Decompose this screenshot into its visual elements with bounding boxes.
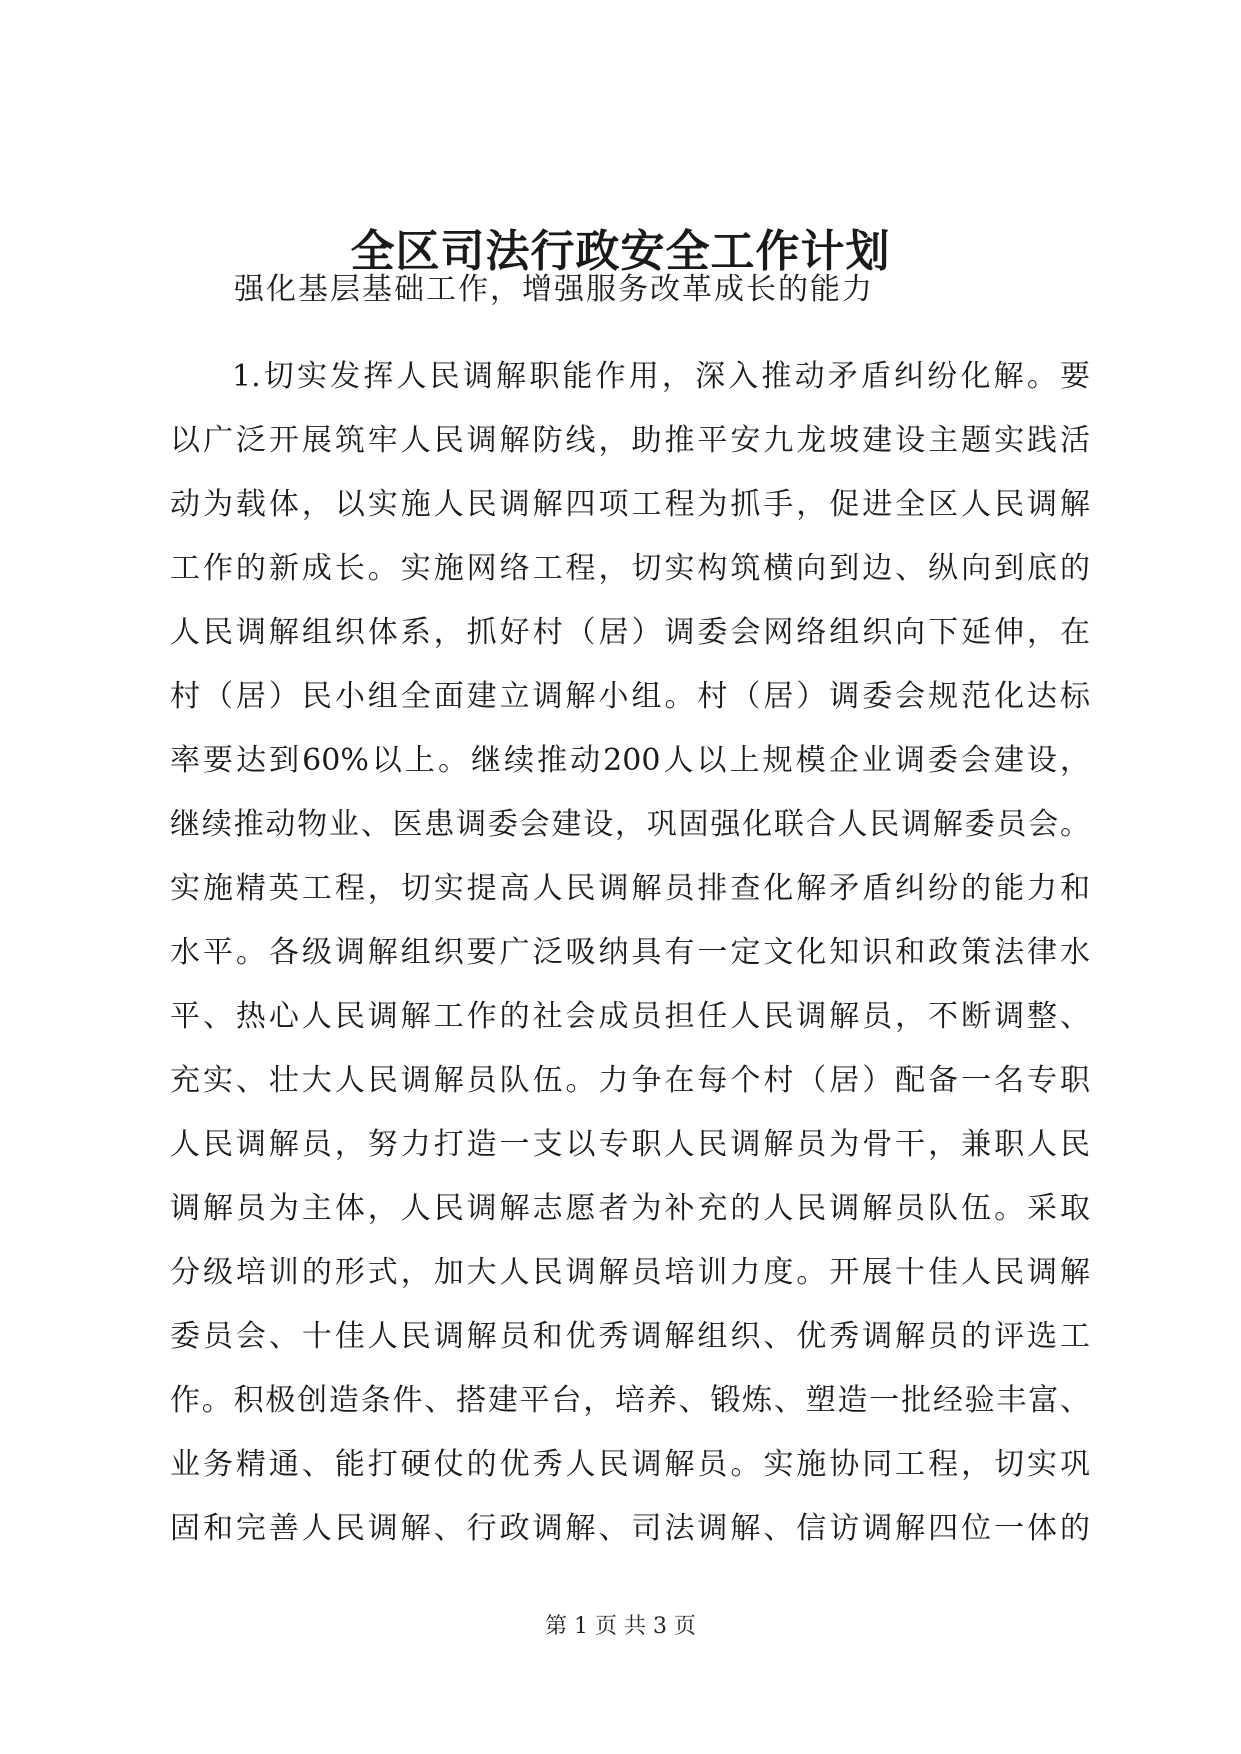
section-subheading: 强化基层基础工作，增强服务改革成长的能力 <box>234 272 874 307</box>
paragraph-line: 分级培训的形式，加大人民调解员培训力度。开展十佳人民调解 <box>170 1255 1090 1290</box>
paragraph-line: 充实、壮大人民调解员队伍。力争在每个村（居）配备一名专职 <box>170 1063 1090 1098</box>
paragraph-line: 调解员为主体，人民调解志愿者为补充的人民调解员队伍。采取 <box>170 1191 1090 1226</box>
paragraph-line: 1.切实发挥人民调解职能作用，深入推动矛盾纠纷化解。要 <box>232 359 1090 394</box>
paragraph-line: 率要达到60%以上。继续推动200人以上规模企业调委会建设， <box>170 743 1090 778</box>
document-title: 全区司法行政安全工作计划 <box>350 226 891 277</box>
paragraph-line: 业务精通、能打硬仗的优秀人民调解员。实施协同工程，切实巩 <box>170 1447 1090 1482</box>
paragraph-line: 工作的新成长。实施网络工程，切实构筑横向到边、纵向到底的 <box>170 551 1090 586</box>
paragraph-line: 人民调解员，努力打造一支以专职人民调解员为骨干，兼职人民 <box>170 1127 1090 1162</box>
paragraph-line: 水平。各级调解组织要广泛吸纳具有一定文化知识和政策法律水 <box>170 935 1090 970</box>
paragraph-line: 村（居）民小组全面建立调解小组。村（居）调委会规范化达标 <box>170 679 1090 714</box>
page-footer: 第 1 页 共 3 页 <box>545 1614 696 1639</box>
paragraph-line: 作。积极创造条件、搭建平台，培养、锻炼、塑造一批经验丰富、 <box>170 1383 1090 1418</box>
paragraph-line: 以广泛开展筑牢人民调解防线，助推平安九龙坡建设主题实践活 <box>170 423 1090 458</box>
paragraph-line: 委员会、十佳人民调解员和优秀调解组织、优秀调解员的评选工 <box>170 1319 1090 1354</box>
paragraph-line: 人民调解组织体系，抓好村（居）调委会网络组织向下延伸，在 <box>170 615 1090 650</box>
body-paragraph <box>170 355 1090 1571</box>
paragraph-line: 动为载体，以实施人民调解四项工程为抓手，促进全区人民调解 <box>170 487 1090 522</box>
paragraph-line: 固和完善人民调解、行政调解、司法调解、信访调解四位一体的 <box>170 1511 1090 1546</box>
paragraph-line: 实施精英工程，切实提高人民调解员排查化解矛盾纠纷的能力和 <box>170 871 1090 906</box>
paragraph-line: 平、热心人民调解工作的社会成员担任人民调解员，不断调整、 <box>170 999 1090 1034</box>
paragraph-line: 继续推动物业、医患调委会建设，巩固强化联合人民调解委员会。 <box>170 807 1090 842</box>
